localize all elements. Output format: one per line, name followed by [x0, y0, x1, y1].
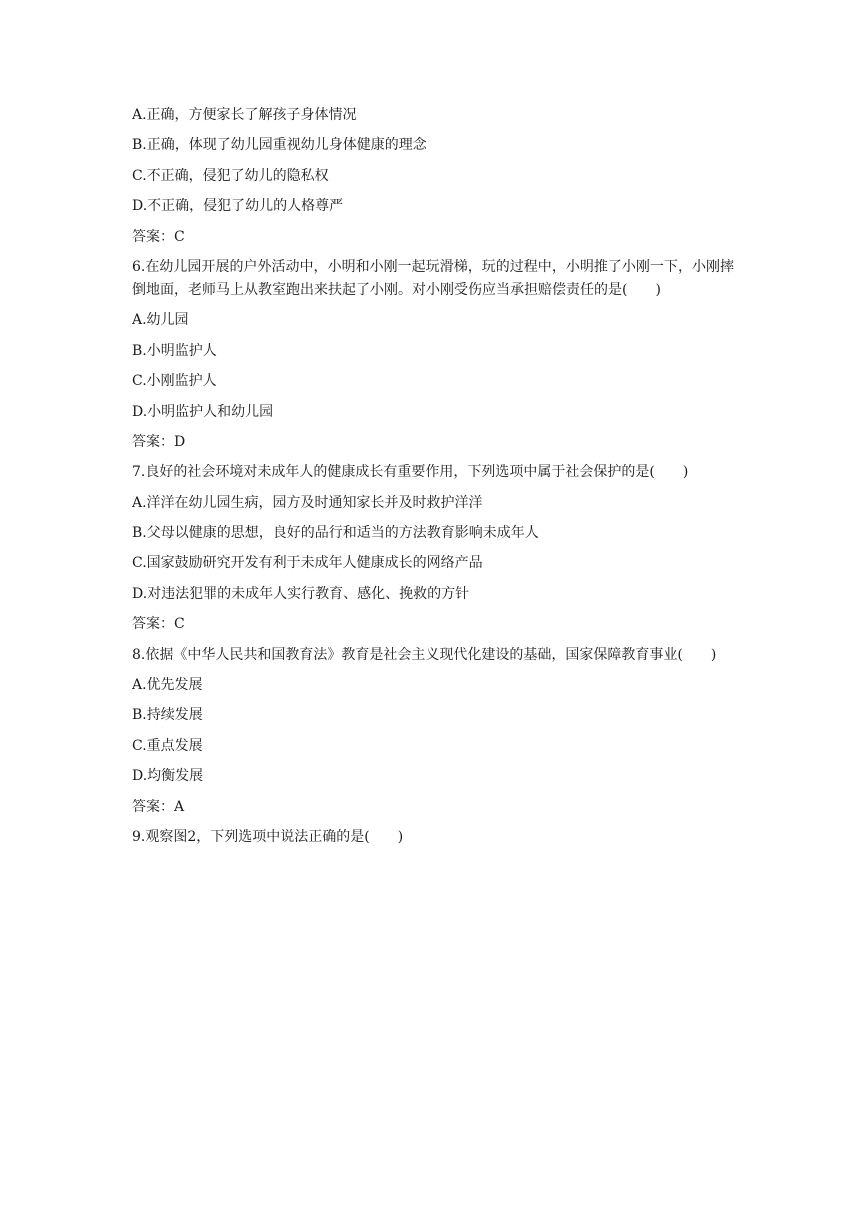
q9-stem: 9.观察图2，下列选项中说法正确的是( )	[132, 828, 404, 845]
q5-option-a: A.正确，方便家长了解孩子身体情况	[132, 107, 357, 123]
q8-option-b: B.持续发展	[132, 707, 203, 724]
question-content	[132, 104, 734, 856]
q7-option-a: A.洋洋在幼儿园生病，园方及时通知家长并及时救护洋洋	[132, 494, 483, 511]
q6-answer: 答案：D	[132, 433, 186, 450]
q6-stem: 6.在幼儿园开展的户外活动中，小明和小刚一起玩滑梯，玩的过程中，小明推了小刚一下，小刚摔倒地面，老师马上从教室跑出来扶起了小刚。对小刚受伤应当承担赔偿责任的是( )	[132, 258, 734, 298]
q8-stem: 8.依据《中华人民共和国教育法》教育是社会主义现代化建设的基础，国家保障教育事业( )	[132, 646, 717, 663]
q5-option-d: D.不正确，侵犯了幼儿的人格尊严	[132, 198, 344, 215]
q6-option-b: B.小明监护人	[132, 342, 217, 359]
q7-option-d: D.对违法犯罪的未成年人实行教育、感化、挽救的方针	[132, 585, 470, 602]
q7-stem: 7.良好的社会环境对未成年人的健康成长有重要作用，下列选项中属于社会保护的是( )	[132, 464, 689, 481]
q8-answer: 答案：A	[132, 798, 185, 815]
q6-option-a: A.幼儿园	[132, 312, 189, 329]
q5-option-b: B.正确，体现了幼儿园重视幼儿身体健康的理念	[132, 137, 427, 154]
q7-option-b: B.父母以健康的思想，良好的品行和适当的方法教育影响未成年人	[132, 525, 539, 542]
q5-answer: 答案：C	[132, 228, 185, 245]
q6-option-c: C.小刚监护人	[132, 373, 217, 390]
q7-option-c: C.国家鼓励研究开发有利于未成年人健康成长的网络产品	[132, 555, 483, 572]
q8-option-d: D.均衡发展	[132, 768, 204, 785]
q5-option-c: C.不正确，侵犯了幼儿的隐私权	[132, 167, 329, 184]
q8-option-a: A.优先发展	[132, 677, 203, 694]
q6-option-d: D.小明监护人和幼儿园	[132, 403, 274, 420]
q8-option-c: C.重点发展	[132, 737, 203, 754]
q7-answer: 答案：C	[132, 616, 185, 633]
